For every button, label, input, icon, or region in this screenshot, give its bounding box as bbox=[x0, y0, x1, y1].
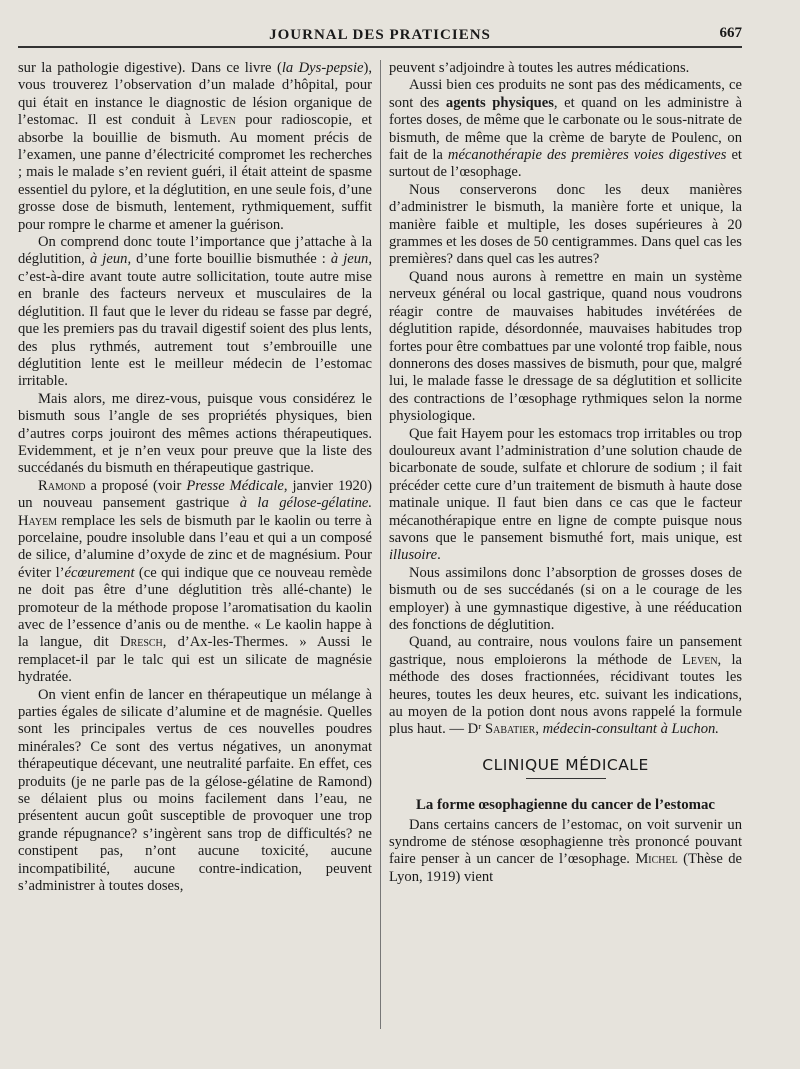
paragraph: Mais alors, me direz-vous, puisque vous considérez le bismuth sous l’angle de ses propriétés physiques, bien d’autres corps jouiront des mêmes actions thérapeutiques. Evidemment, et je n’en veux pour preuve que la liste des succédanés du bismuth en thérapeutique gastrique. bbox=[18, 390, 372, 477]
paragraph bbox=[389, 634, 742, 738]
paragraph bbox=[389, 817, 742, 887]
author-name: Dresch bbox=[120, 634, 163, 651]
paragraph bbox=[389, 77, 742, 181]
section-heading: CLINIQUE MÉDICALE bbox=[482, 755, 649, 774]
section-rule bbox=[526, 778, 606, 779]
emphasis: à jeun bbox=[330, 251, 369, 268]
text: Dans certains cancers de l’estomac, on voit survenir un syndrome de sténose œsophagienne très prononcé pouvant faire penser à un cancer de l’œsophage. bbox=[389, 816, 742, 868]
text: . bbox=[437, 547, 441, 564]
text: On comprend donc toute l’importance que j’attache à la déglutition, bbox=[18, 234, 372, 268]
text: Aussi bien ces produits ne sont pas des médicaments, ce sont des bbox=[389, 77, 742, 111]
text: Que fait Hayem pour les estomacs trop irritables ou trop douloureux avant l’administration d’une solution chaude de bicarbonate de soude, sulfate et chlorure de sodium ; il fait précéder cette cure d’un traitement de bismuth à haute dose matinale unique. Il faut bien dans ce cas que le facteur mécanothérapique entre en ligne de compte puisque nous savons que le pansement bismuthé fort, mais unique, est bbox=[389, 425, 742, 546]
emphasis-bold: agents physiques bbox=[445, 94, 554, 111]
text: , bbox=[535, 721, 543, 738]
emphasis: à jeun bbox=[89, 251, 128, 268]
emphasis: mécanothérapie des premières voies digestives bbox=[447, 147, 727, 164]
paragraph bbox=[18, 234, 372, 391]
author-name: Leven bbox=[200, 112, 236, 129]
text: , et quand on les administre à fortes doses, de même que le carbonate ou le sous-nitrate de bismuth, de même que la crème de baryte de Poulenc, on fait de la bbox=[389, 94, 743, 164]
text: pour radioscopie, et absorbe la bouillie de bismuth. Au moment précis de l’examen, une panne d’électricité compromet les recherches ; mais le malade s’en revient guéri, il était atteint de spasme essentiel du pylore, et la déglutition, en une seule fois, d’une grosse dose de bismuth, lentement, rythmiquement, suffit pour rompre le charme et amener la guérison. bbox=[18, 112, 372, 233]
journal-title: JOURNAL DES PRATICIENS bbox=[269, 27, 491, 43]
text: Quand, au contraire, nous voulons faire un pansement gastrique, nous emploierons la méthode de bbox=[389, 634, 742, 668]
emphasis: à la gélose-gélatine. bbox=[239, 495, 373, 512]
column-divider bbox=[380, 60, 381, 1029]
paragraph: Quand nous aurons à remettre en main un système nerveux général ou local gastrique, quand nous voudrons réagir contre de mauvaises habitudes invétérées de déglutition rapide, désordonnée, mauvaises habitudes trop fortes pour être combattues par une volonté trop faible, nous donnerons des doses massives de bismuth, pour que, malgré lui, le malade fasse le dressage de sa déglutition et sollicite des contractions de l’œsophage rythmiques selon la norme physiologique. bbox=[389, 268, 742, 425]
article-title: La forme œsophagienne du cancer de l’estomac bbox=[416, 797, 715, 814]
text: sur la pathologie digestive). Dans ce livre ( bbox=[18, 60, 282, 76]
text: (ce qui indique que ce nouveau remède ne doit pas être d’une déglutition très allé-chante) le promoteur de la méthode propose l’aromatisation du kaolin avec de l’essence d’anis ou de menthe. « Le kaolin happe à la langue, dit bbox=[18, 564, 372, 651]
text: , d’Ax-les-Thermes. » Aussi le remplacet-il par le talc qui est un silicate de magnésie hydratée. bbox=[18, 634, 372, 686]
paragraph: On vient enfin de lancer en thérapeutique un mélange à parties égales de silicate d’alumine et de magnésie. Quelles sont les principales vertus de ces nouvelles poudres minérales? Ce sont des vertus négatives, un anonymat thérapeutique décevant, une neutralité parfaite. En effet, ces produits (je ne parle pas de la gélose-gélatine de Ramond) se délaient plus ou moins facilement dans l’eau, ne présentent aucun goût susceptible de provoquer une trop grande répugnance? s’ingèrent sans trop de difficultés? ne constipent pas, n’ont aucune toxicité, aucune incompatibilité, aucune contre-indication, peuvent s’administrer à toutes doses, bbox=[18, 686, 372, 895]
text: , d’une forte bouillie bismuthée : bbox=[127, 251, 331, 268]
emphasis: illusoire bbox=[389, 547, 438, 564]
text: (Thèse de Lyon, 1919) vient bbox=[389, 851, 742, 885]
text: , la méthode des doses fractionnées, récidivant toutes les heures, toutes les deux heures, etc. suivant les indications, au moyen de la potion dont nous avons rappelé la formule plus haut. — Dʳ bbox=[389, 651, 742, 738]
text: a proposé (voir bbox=[85, 477, 187, 494]
author-name: Leven bbox=[681, 651, 718, 668]
book-title: la Dys-pepsie bbox=[281, 60, 364, 76]
text: ), vous trouverez l’observation d’un malade d’hôpital, pour qui était en instance le diagnostic de lésion organique de l’estomac. Il est conduit à bbox=[18, 60, 372, 129]
text: remplace les sels de bismuth par le kaolin ou terre à porcelaine, poudre insoluble dans l’eau et qui a un composé de silice, d’alumine d’oxyde de zinc et de magnésium. Pour éviter l’ bbox=[18, 512, 372, 581]
paragraph bbox=[389, 426, 742, 565]
paragraph bbox=[18, 478, 372, 687]
text: , janvier 1920) un nouveau pansement gastrique bbox=[18, 477, 372, 512]
author-name: Michel bbox=[635, 851, 678, 868]
signature-title: médecin-consultant à Luchon. bbox=[542, 721, 719, 738]
header-rule bbox=[18, 46, 742, 48]
journal-name: Presse Médicale bbox=[186, 477, 284, 494]
paragraph: Nous conserverons donc les deux manières d’administrer le bismuth, la manière forte et unique, la manière faible et multiple, les doses supérieures à 20 grammes et les doses de 50 centigrammes. Dans quel cas les premières? dans quel cas les autres? bbox=[389, 181, 742, 268]
page-number: 667 bbox=[719, 25, 742, 41]
left-column bbox=[18, 60, 372, 896]
paragraph: Nous assimilons donc l’absorption de grosses doses de bismuth ou de ses succédanés (si on a le courage de les employer) à une gymnastique digestive, à une rééducation des fonctions de déglutition. bbox=[389, 564, 742, 633]
signature-name: Sabatier bbox=[485, 721, 536, 738]
author-name: Hayem bbox=[18, 512, 58, 529]
emphasis: écœurement bbox=[64, 564, 135, 581]
author-name: Ramond bbox=[38, 477, 86, 494]
right-column bbox=[389, 60, 742, 886]
text: , c’est-à-dire avant toute autre sollicitation, toute autre mise en branle des facteurs nerveux et musculaires de la déglutition. Il faut que le lever du rideau se fasse par degré, que les premiers pas du travail digestif soient des plus lents, des plus rythmés, autrement tout s’embrouille une déglutition lente est le meilleur médecin de l’estomac irritable. bbox=[18, 251, 372, 390]
text: et surtout de l’œsophage. bbox=[389, 147, 742, 181]
paragraph bbox=[18, 60, 372, 234]
paragraph: peuvent s’adjoindre à toutes les autres médications. bbox=[389, 60, 690, 76]
page-header bbox=[18, 18, 742, 44]
